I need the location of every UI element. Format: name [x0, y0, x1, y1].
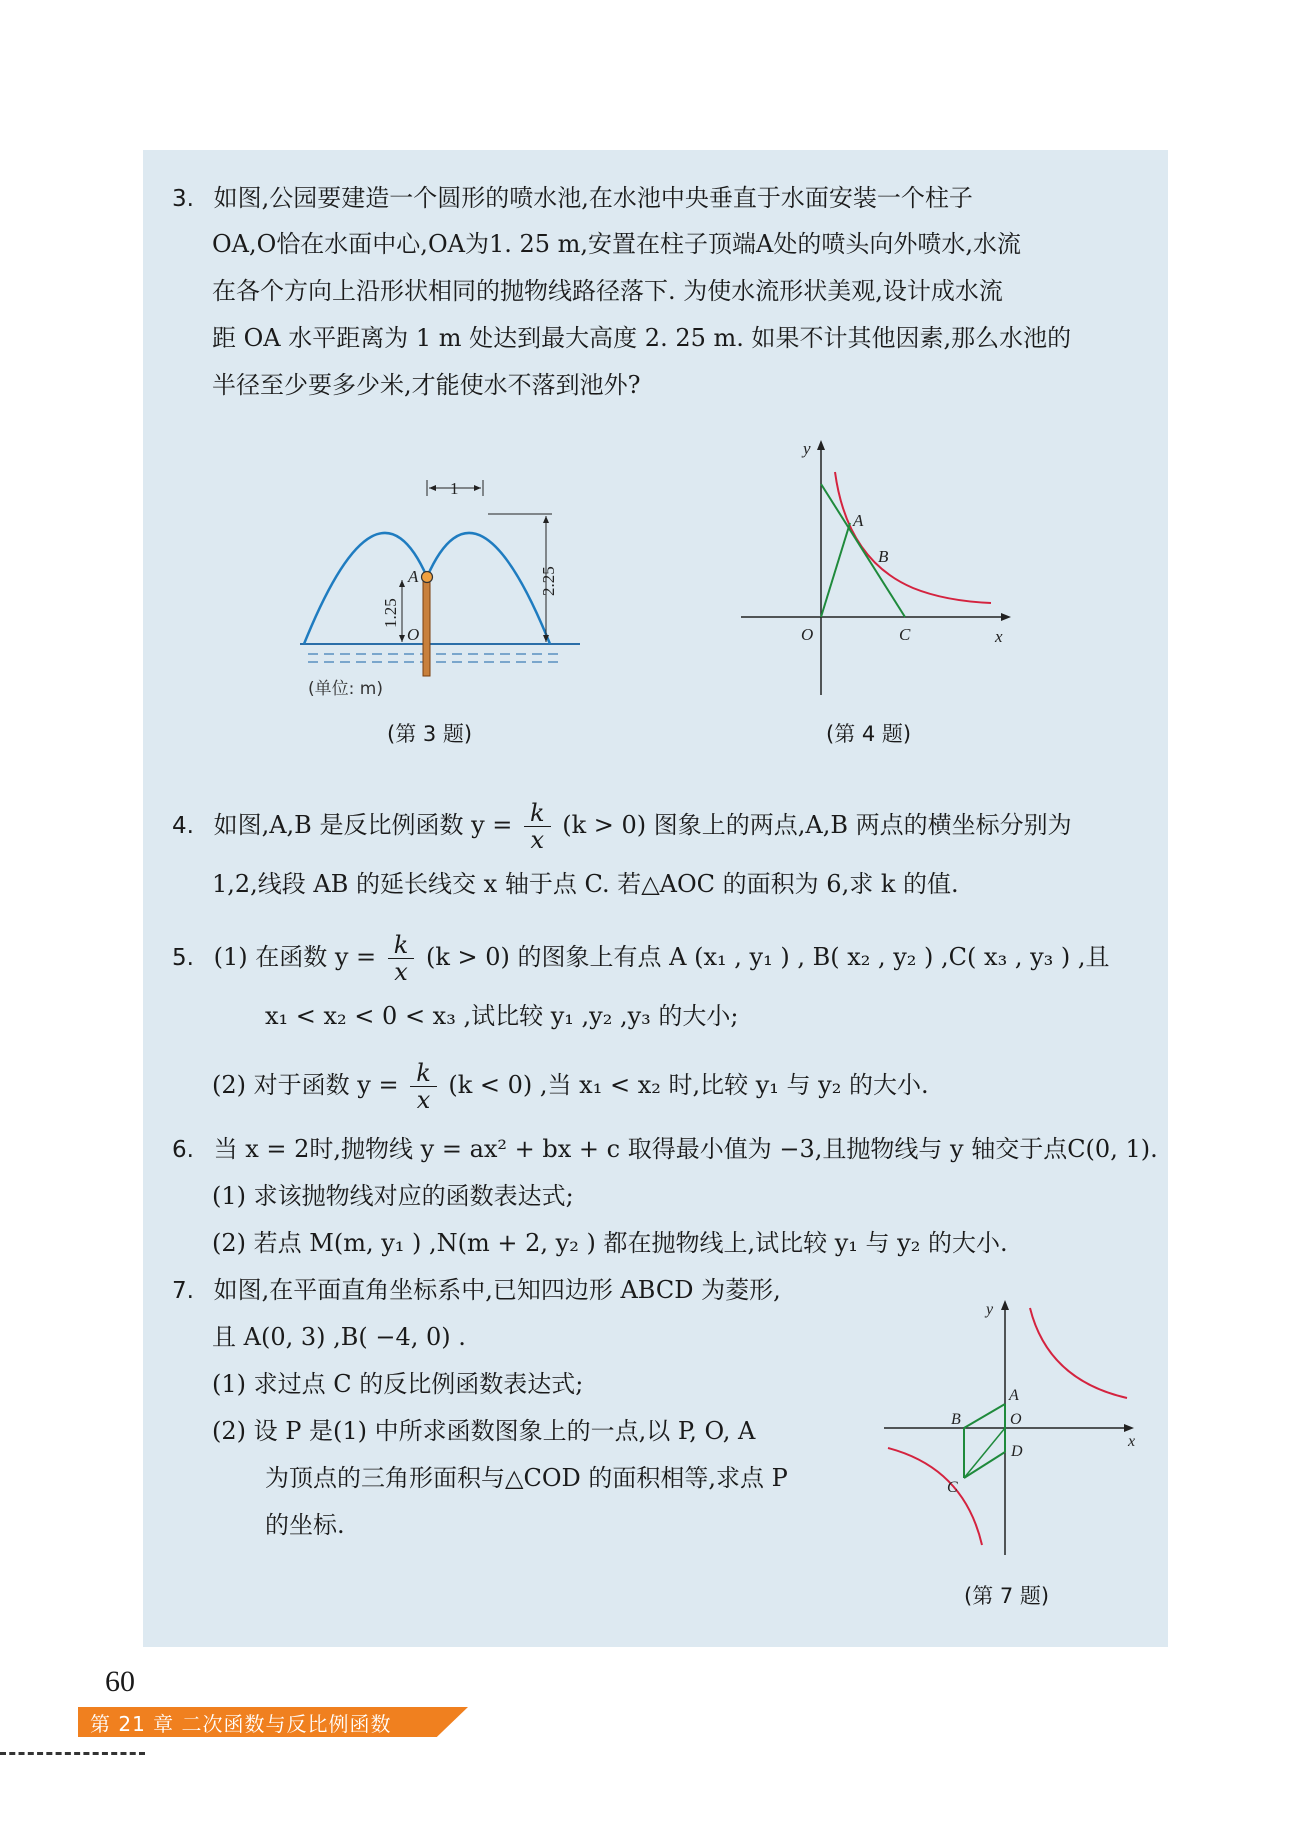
- problem-6-text-1: 当 x = 2时,抛物线 y = ax² + bx + c 取得最小值为 −3,且抛物线与 y 轴交于点C(0, 1).: [213, 1135, 1158, 1163]
- problem-5-part-1-post: (k > 0) 的图象上有点 A (x₁ , y₁ ) , B( x₂ , y₂ ) ,C( x₃ , y₃ ) ,且: [425, 943, 1110, 971]
- problem-5-part-2-post: (k < 0) ,当 x₁ < x₂ 时,比较 y₁ 与 y₂ 的大小.: [448, 1071, 929, 1099]
- figure-7-caption: (第 7 题): [964, 1584, 1050, 1608]
- fig7-label-y: y: [986, 1301, 994, 1318]
- dim-225-arrow-top: [543, 516, 549, 523]
- fig7-x-arrow: [1124, 1424, 1134, 1432]
- fig7-label-c: C: [947, 1479, 958, 1496]
- fig4-line-oa: [821, 523, 850, 617]
- fig7-hyperbola-q3: [888, 1448, 982, 1545]
- fig4-label-y: y: [803, 439, 811, 458]
- fig7-side-ab: [964, 1404, 1005, 1428]
- problem-6-line-3: (2) 若点 M(m, y₁ ) ,N(m + 2, y₂ ) 都在抛物线上,试比较 y₁ 与 y₂ 的大小.: [212, 1229, 1008, 1257]
- dim-125-arrow-top: [399, 580, 405, 587]
- figure-4-caption: (第 4 题): [826, 722, 912, 746]
- problem-5-part-2-fraction: [410, 1060, 437, 1113]
- problem-5-part-1-line-2: x₁ < x₂ < 0 < x₃ ,试比较 y₁ ,y₂ ,y₃ 的大小;: [265, 1002, 739, 1030]
- problem-3-line-5: 半径至少要多少米,才能使水不落到池外?: [212, 371, 641, 399]
- dim-1-arrow-left: [429, 485, 436, 491]
- problem-7-number: 7.: [172, 1278, 194, 1304]
- figure-3-caption: (第 3 题): [387, 722, 473, 746]
- nozzle-a: [422, 572, 433, 583]
- problem-7-line-1: [172, 1274, 781, 1307]
- problem-5-part-1: [172, 932, 1110, 985]
- footer-dashed-rule: [0, 1752, 145, 1755]
- fig3-label-a: A: [408, 567, 419, 586]
- fig4-line-ab: [821, 484, 905, 617]
- chapter-title: 第 21 章 二次函数与反比例函数: [90, 1712, 392, 1736]
- problem-3-text-1: 如图,公园要建造一个圆形的喷水池,在水池中央垂直于水面安装一个柱子: [213, 184, 973, 212]
- problem-5-part-1-pre: (1) 在函数 y =: [213, 943, 377, 971]
- problem-7-line-5: 为顶点的三角形面积与△COD 的面积相等,求点 P: [265, 1464, 788, 1492]
- fig7-label-b: B: [951, 1411, 961, 1428]
- fraction-numerator: k: [410, 1060, 437, 1087]
- fig4-hyperbola: [835, 472, 991, 603]
- figure-4-graph: [735, 430, 1015, 700]
- fig7-label-a: A: [1009, 1387, 1019, 1404]
- fig4-y-arrow: [817, 440, 825, 450]
- problem-3-line-2: OA,O恰在水面中心,OA为1. 25 m,安置在柱子顶端A处的喷头向外喷水,水流: [212, 230, 1021, 258]
- fraction-denominator: x: [416, 1086, 431, 1114]
- problem-4-text-post: (k > 0) 图象上的两点,A,B 两点的横坐标分别为: [562, 811, 1072, 839]
- fig4-label-x: x: [995, 627, 1003, 646]
- problem-5-part-1-fraction: [388, 932, 415, 985]
- fig4-x-arrow: [1001, 613, 1011, 621]
- problem-6-line-2: (1) 求该抛物线对应的函数表达式;: [212, 1182, 574, 1210]
- problem-3-number: 3.: [172, 186, 194, 212]
- fig4-label-a: A: [853, 511, 864, 530]
- problem-5-part-2: [212, 1060, 929, 1113]
- fig7-label-o: O: [1010, 1411, 1022, 1428]
- fig4-label-c: C: [899, 625, 911, 644]
- fig4-label-o: O: [801, 625, 814, 644]
- problem-3-line-1: [172, 182, 973, 215]
- right-water-parabola: [427, 533, 550, 644]
- fraction-denominator: x: [394, 958, 408, 986]
- fig7-segment-oc: [964, 1428, 1005, 1478]
- problem-4-fraction: [524, 800, 551, 853]
- problem-3-line-3: 在各个方向上沿形状相同的抛物线路径落下. 为使水流形状美观,设计成水流: [212, 277, 1003, 305]
- problem-4-number: 4.: [172, 813, 194, 839]
- problem-3-line-4: 距 OA 水平距离为 1 m 处达到最大高度 2. 25 m. 如果不计其他因素,那么水池的: [212, 324, 1072, 352]
- dim-225-label: 2.25: [539, 566, 558, 596]
- dim-125-arrow-bottom: [399, 635, 405, 642]
- problem-4-text-pre: 如图,A,B 是反比例函数 y =: [213, 811, 513, 839]
- fig7-hyperbola-q1: [1030, 1308, 1127, 1398]
- problem-5-part-2-pre: (2) 对于函数 y =: [212, 1071, 399, 1099]
- problem-7-line-3: (1) 求过点 C 的反比例函数表达式;: [212, 1370, 584, 1398]
- problem-6-number: 6.: [172, 1137, 194, 1163]
- problem-7-line-4: (2) 设 P 是(1) 中所求函数图象上的一点,以 P, O, A: [212, 1417, 756, 1445]
- fraction-denominator: x: [530, 826, 545, 854]
- problem-4-line-1: [172, 800, 1072, 853]
- problem-6-line-1: [172, 1133, 1158, 1166]
- problem-7-line-6: 的坐标.: [265, 1511, 345, 1539]
- dim-1-label: 1: [450, 479, 459, 498]
- fig7-label-x: x: [1128, 1433, 1136, 1450]
- figure-7-rhombus-graph: [878, 1290, 1148, 1558]
- fig7-label-d: D: [1011, 1443, 1023, 1460]
- problem-4-line-2: 1,2,线段 AB 的延长线交 x 轴于点 C. 若△AOC 的面积为 6,求 k 的值.: [212, 870, 959, 898]
- problem-5-number: 5.: [172, 945, 194, 971]
- problem-7-line-2: 且 A(0, 3) ,B( −4, 0) .: [212, 1323, 466, 1351]
- pole-oa: [423, 580, 430, 676]
- fig4-label-b: B: [878, 547, 889, 566]
- fig7-y-arrow: [1001, 1300, 1009, 1310]
- figure-3-fountain: [290, 470, 590, 700]
- problem-7-text-1: 如图,在平面直角坐标系中,已知四边形 ABCD 为菱形,: [213, 1276, 781, 1304]
- dim-1-arrow-right: [474, 485, 481, 491]
- dim-125-label: 1.25: [381, 598, 400, 628]
- page-number: 60: [105, 1665, 135, 1698]
- fig3-unit-note: (单位: m): [308, 679, 383, 699]
- fraction-numerator: k: [524, 800, 551, 827]
- fraction-numerator: k: [388, 932, 415, 959]
- fig7-side-cd: [964, 1452, 1005, 1478]
- fig3-label-o: O: [407, 625, 420, 644]
